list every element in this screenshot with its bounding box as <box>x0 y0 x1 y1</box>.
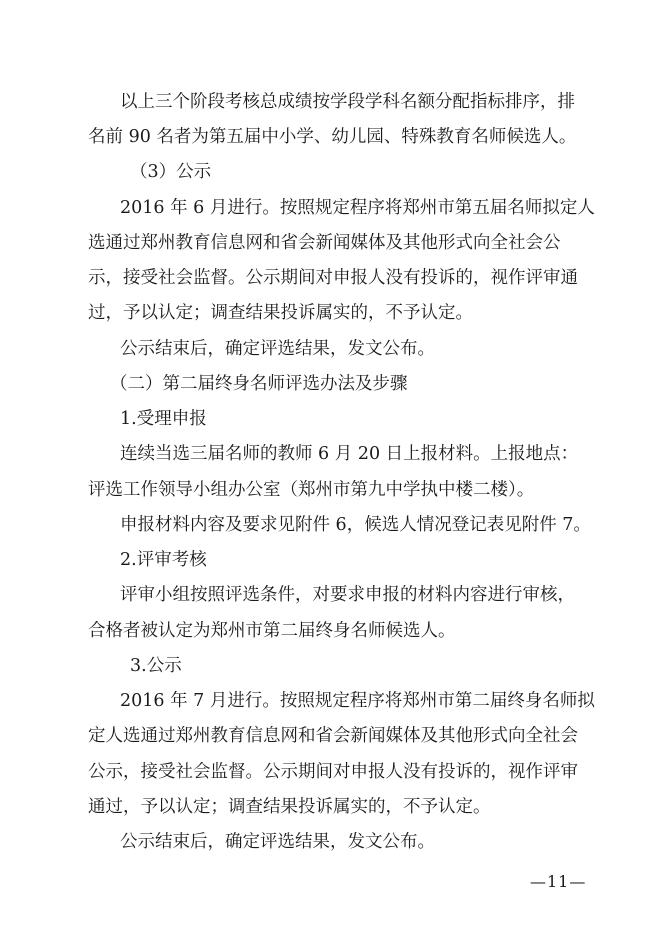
paragraph-line: 评选工作领导小组办公室（郑州市第九中学执中楼二楼）。 <box>88 480 535 500</box>
paragraph-line: 连续当选三届名师的教师 6 月 20 日上报材料。上报地点： <box>120 444 579 464</box>
section-heading: （二）第二届终身名师评选办法及步骤 <box>110 374 408 394</box>
paragraph-line: 定人选通过郑州教育信息网和省会新闻媒体及其他形式向全社会 <box>88 726 578 746</box>
page-number: —11— <box>530 872 587 891</box>
paragraph-line: 选通过郑州教育信息网和省会新闻媒体及其他形式向全社会公 <box>88 233 561 253</box>
paragraph-line: 评审小组按照评选条件，对要求申报的材料内容进行审核， <box>120 585 575 605</box>
paragraph-line: 示，接受社会监督。公示期间对申报人没有投诉的，视作评审通 <box>88 268 578 288</box>
subsection-heading: 3.公示 <box>130 656 182 676</box>
section-heading: （3）公示 <box>130 162 212 182</box>
paragraph-line: 过，予以认定；调查结果投诉属实的，不予认定。 <box>88 303 473 323</box>
paragraph-line: 合格者被认定为郑州市第二届终身名师候选人。 <box>88 621 456 641</box>
paragraph-line: 以上三个阶段考核总成绩按学段学科名额分配指标排序，排 <box>120 92 575 112</box>
subsection-heading: 2.评审考核 <box>120 550 207 570</box>
paragraph-line: 公示，接受社会监督。公示期间对申报人没有投诉的，视作评审 <box>88 762 578 782</box>
paragraph-line: 公示结束后，确定评选结果，发文公布。 <box>120 832 435 852</box>
paragraph-line: 2016 年 7 月进行。按照规定程序将郑州市第二届终身名师拟 <box>120 691 595 711</box>
paragraph-line: 名前 90 名者为第五届中小学、幼儿园、特殊教育名师候选人。 <box>88 127 577 147</box>
paragraph-line: 通过，予以认定；调查结果投诉属实的，不予认定。 <box>88 797 491 817</box>
paragraph-line: 2016 年 6 月进行。按照规定程序将郑州市第五届名师拟定人 <box>120 198 595 218</box>
paragraph-line: 申报材料内容及要求见附件 6，候选人情况登记表见附件 7。 <box>120 515 591 535</box>
paragraph-line: 公示结束后，确定评选结果，发文公布。 <box>120 339 435 359</box>
subsection-heading: 1.受理申报 <box>120 409 207 429</box>
